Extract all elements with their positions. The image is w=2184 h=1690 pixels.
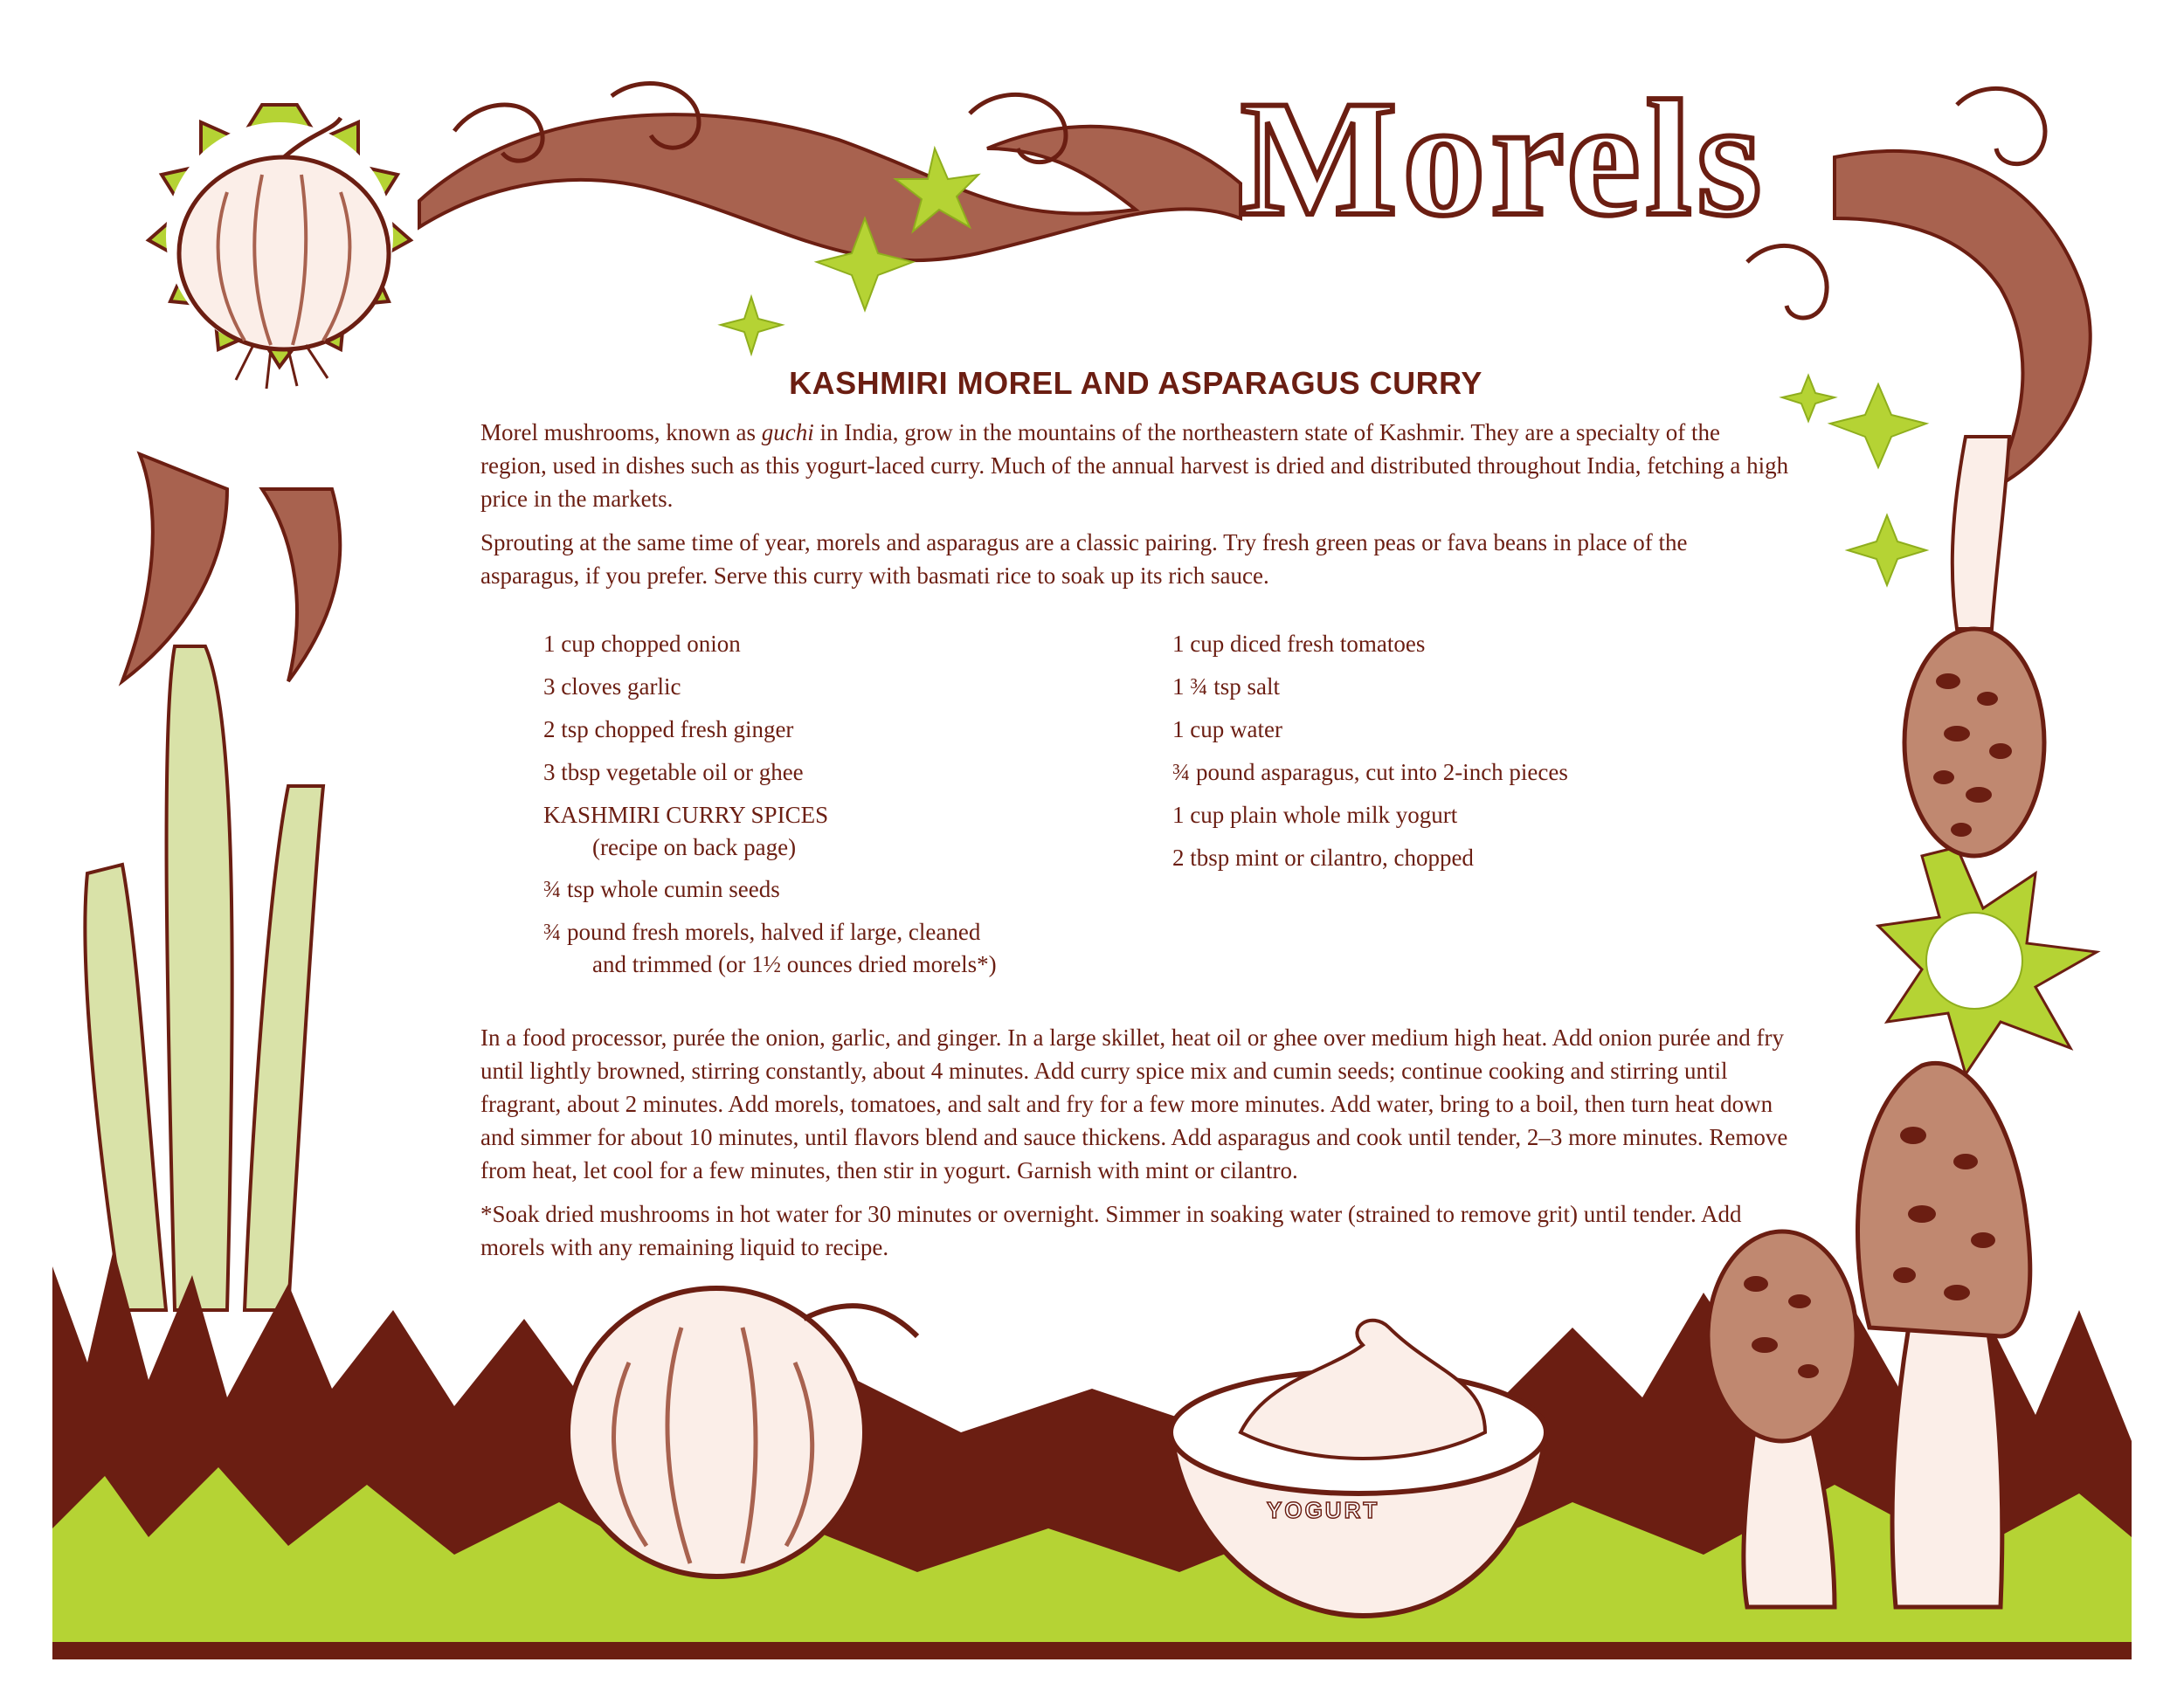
- recipe-content: [480, 367, 1791, 1274]
- intro-paragraph-1: [480, 416, 1791, 515]
- ingredient-item-morels: [543, 915, 1172, 980]
- ingredient-item: 3 tbsp vegetable oil or ghee: [543, 759, 804, 785]
- yogurt-bowl-label: YOGURT: [1267, 1497, 1380, 1523]
- ingredient-item: 1 ¾ tsp salt: [1172, 673, 1281, 700]
- intro-paragraph-2: Sprouting at the same time of year, morels and asparagus are a classic pairing. Try fresh green peas or fava beans in place of the asparagus, if you prefer. Serve this curry with basmati rice to soak up its rich sauce.: [480, 529, 1688, 589]
- ingredient-item: 2 tsp chopped fresh ginger: [543, 716, 794, 742]
- ingredients-list: [480, 627, 1791, 990]
- spices-title: KASHMIRI CURRY SPICES: [543, 802, 829, 828]
- page-title-art: [1223, 52, 1904, 253]
- ingredient-item: ¾ tsp whole cumin seeds: [543, 876, 780, 902]
- morels-header-word: Morels: [1241, 67, 1767, 251]
- ingredient-item: 1 cup plain whole milk yogurt: [1172, 802, 1458, 828]
- recipe-title: KASHMIRI MOREL AND ASPARAGUS CURRY: [789, 365, 1482, 401]
- morels-line-2: and trimmed (or 1½ ounces dried morels*): [592, 951, 997, 977]
- morel-mushroom-icon: [1904, 437, 2044, 856]
- ingredient-item: 2 tbsp mint or cilantro, chopped: [1172, 845, 1474, 871]
- ingredient-item: 1 cup diced fresh tomatoes: [1172, 631, 1426, 657]
- ingredient-item-spices: [543, 798, 1172, 863]
- intro-text-a: Morel mushrooms, known as: [480, 419, 762, 445]
- ingredient-item: 1 cup chopped onion: [543, 631, 741, 657]
- ingredients-column-left: [480, 627, 1172, 990]
- garlic-icon: [149, 105, 411, 389]
- ingredients-column-right: [1172, 627, 1568, 990]
- intro-text-b: in India, grow in the mountains of the northeastern state of Kashmir. They are a specialty of the region, used in dishes such as this yogurt-laced curry. Much of the annual harvest is dried and distributed throughout India, fetching a high price in the markets.: [480, 419, 1789, 512]
- spices-note: (recipe on back page): [592, 834, 797, 860]
- method-paragraph: In a food processor, purée the onion, garlic, and ginger. In a large skillet, heat oil or ghee over medium high heat. Add onion purée and fry until lightly browned, stirring constantly, about 4 minutes. Add curry spice mix and cumin seeds; continue cooking and stirring until fragrant, about 2 minutes. Add morels, tomatoes, and salt and fry for a few more minutes. Add water, bring to a boil, then turn heat down and simmer for about 10 minutes, until flavors blend and sauce thickens. Add asparagus and cook until tender, 2–3 more minutes. Remove from heat, let cool for a few minutes, then stir in yogurt. Garnish with mint or cilantro.: [480, 1024, 1788, 1183]
- ingredient-item: 3 cloves garlic: [543, 673, 681, 700]
- asparagus-icon: [85, 646, 323, 1310]
- intro-term-guchi: guchi: [761, 419, 814, 445]
- footnote: *Soak dried mushrooms in hot water for 30 minutes or overnight. Simmer in soaking water (strained to remove grit) until tender. Add morels with any remaining liquid to recipe.: [480, 1201, 1742, 1260]
- morels-line-1: ¾ pound fresh morels, halved if large, cleaned: [543, 919, 981, 945]
- ingredient-item: ¾ pound asparagus, cut into 2-inch pieces: [1172, 759, 1568, 785]
- ingredient-item: 1 cup water: [1172, 716, 1282, 742]
